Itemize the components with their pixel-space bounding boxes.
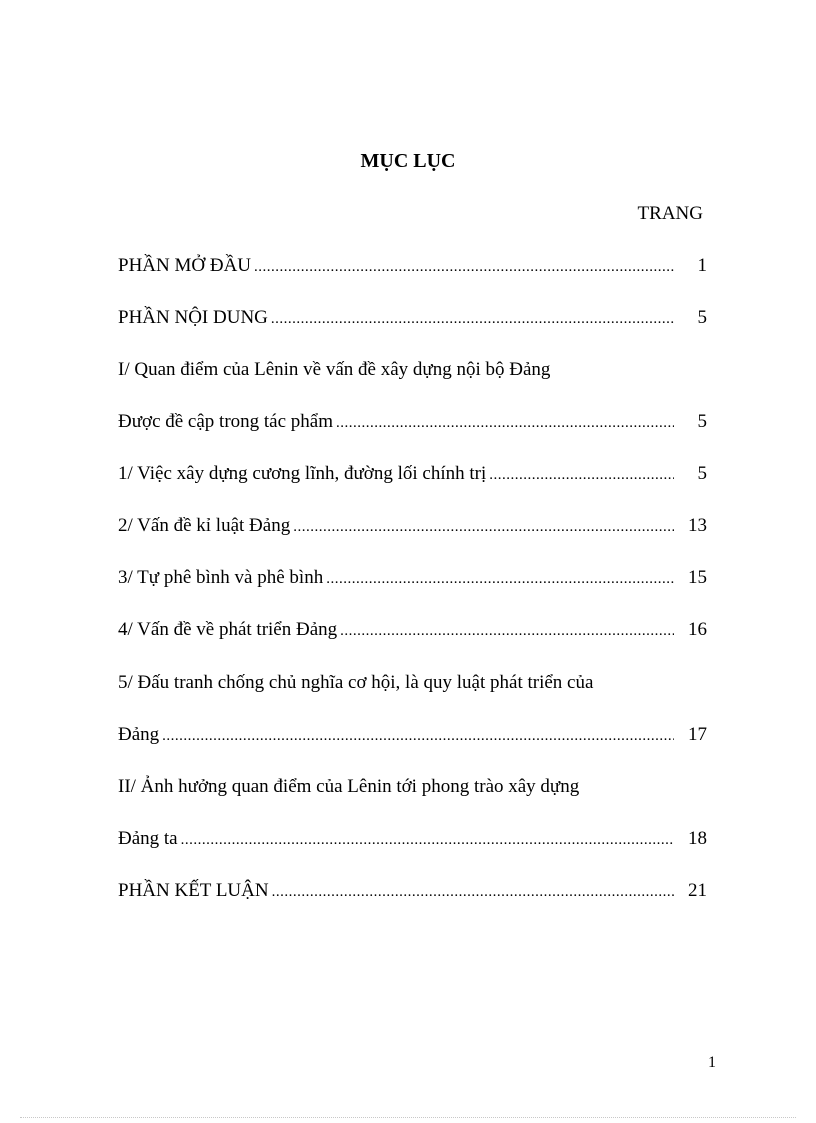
toc-entry: [118, 411, 707, 433]
dot-leader: [489, 467, 674, 484]
toc-entry-text: 5/ Đấu tranh chống chủ nghĩa cơ hội, là quy luật phát triển của: [118, 672, 594, 693]
toc-entry: [118, 619, 707, 641]
toc-entry-text: PHẦN KẾT LUẬN: [118, 880, 269, 901]
toc-entry: [118, 828, 707, 850]
toc-entry-text: PHẦN MỞ ĐẦU: [118, 255, 252, 276]
dot-leader: [254, 259, 674, 276]
footer-divider: [20, 1117, 796, 1118]
dot-leader: [336, 415, 674, 432]
toc-entry-text: 1/ Việc xây dựng cương lĩnh, đường lối chính trị: [118, 463, 487, 484]
toc-entry: [118, 255, 707, 277]
toc-entry-text: II/ Ảnh hưởng quan điểm của Lênin tới phong trào xây dựng: [118, 776, 580, 797]
toc-entry-page: 17: [688, 724, 707, 745]
toc-entry-page: 5: [697, 307, 707, 328]
toc-entry-page: 5: [697, 463, 707, 484]
dot-leader: [340, 623, 674, 640]
toc-entry-text: I/ Quan điểm của Lênin về vấn đề xây dựng nội bộ Đảng: [118, 359, 551, 380]
dot-leader: [293, 519, 674, 536]
toc-entry: [118, 567, 707, 589]
toc-entry-page: 5: [697, 411, 707, 432]
dot-leader: [162, 728, 674, 745]
dot-leader: [181, 832, 674, 849]
page-column-header: TRANG: [637, 203, 703, 224]
toc-entry-text: PHẦN NỘI DUNG: [118, 307, 268, 328]
toc-entry: [118, 880, 707, 902]
toc-entry-page: 16: [688, 619, 707, 640]
toc-entry: [118, 463, 707, 485]
toc-entry-page: 18: [688, 828, 707, 849]
toc-entry-text: Đảng ta: [118, 828, 178, 849]
dot-leader: [326, 571, 674, 588]
toc-entry: [118, 359, 707, 381]
toc-entry: [118, 672, 707, 694]
toc-entry: [118, 724, 707, 746]
toc-entry-page: 1: [697, 255, 707, 276]
toc-entry-text: Được đề cập trong tác phẩm: [118, 411, 334, 432]
footer-page-number: 1: [708, 1054, 716, 1071]
toc-entry-page: 15: [688, 567, 707, 588]
toc-entry-text: Đảng: [118, 724, 160, 745]
toc-entry-text: 4/ Vấn đề về phát triển Đảng: [118, 619, 338, 640]
toc-entry: [118, 776, 707, 798]
toc-entry-text: 3/ Tự phê bình và phê bình: [118, 567, 324, 588]
toc-entry: [118, 515, 707, 537]
dot-leader: [272, 884, 674, 901]
toc-entry-text: 2/ Vấn đề kỉ luật Đảng: [118, 515, 291, 536]
toc-entry: [118, 307, 707, 329]
toc-entry-page: 13: [688, 515, 707, 536]
dot-leader: [271, 311, 674, 328]
toc-entry-page: 21: [688, 880, 707, 901]
toc-title: MỤC LỤC: [360, 150, 456, 172]
